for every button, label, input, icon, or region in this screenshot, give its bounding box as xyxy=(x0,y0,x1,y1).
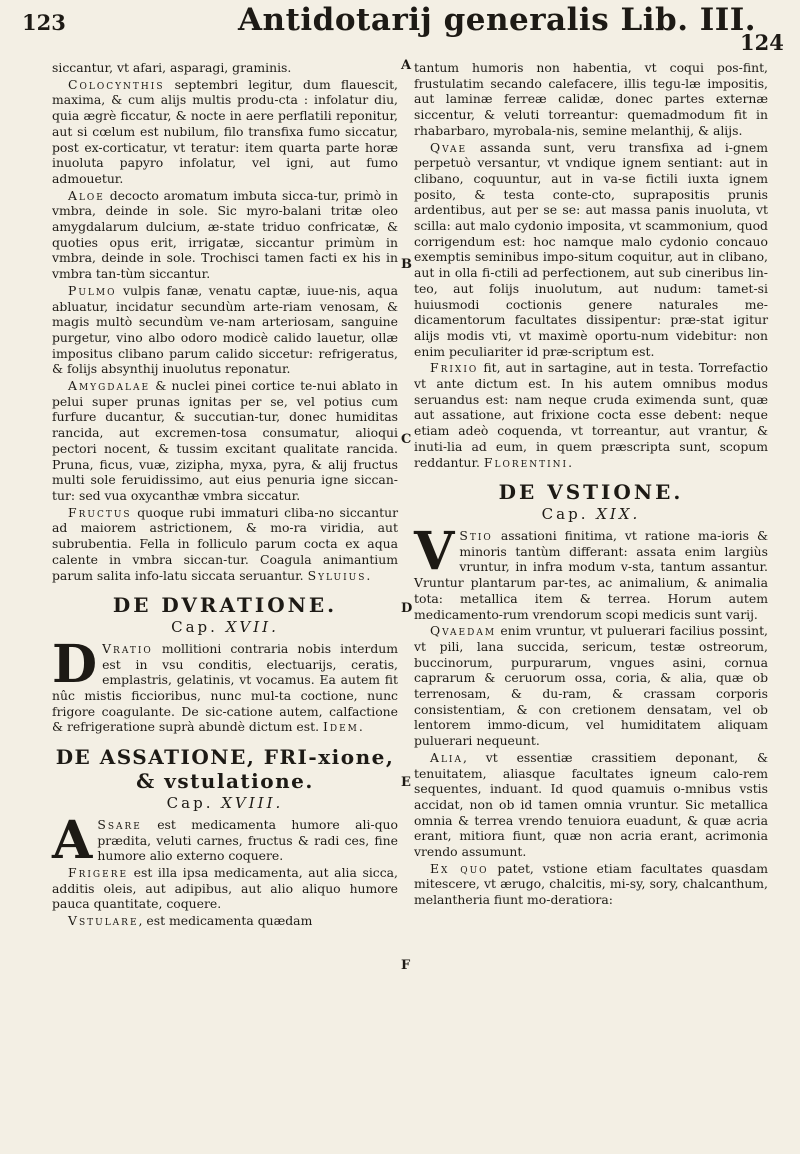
paragraph: tantum humoris non habentia, vt coqui pos-fint, frustulatim secando calefacere, illis tegu-læ impositis, aut laminæ ferreæ calidæ, donec partes externæ siccentur, & veluti torreantur: quemadmodum fit in rhabarbaro, myrobala-nis, semine melanthij, & alijs. xyxy=(414,60,768,138)
paragraph: D Vratio mollitioni contraria nobis interdum est in vsu conditis, electuarijs, ceratis, emplastris, gelatinis, vt vocamus. Ea autem fit nûc mistis ficcioribus, nunc mul-ta coctione, nunc frigore coagulante. De sic-catione autem, calfactione & refrigeratione suprà abundè dictum est. Idem. xyxy=(52,633,398,735)
author-signature: Idem. xyxy=(322,719,365,735)
section-heading: DE ASSATIONE, FRI-xione, & vstulatione. xyxy=(55,745,395,794)
paragraph: Alia, vt essentiæ crassitiem deponant, & tenuitatem, aliasque facultates igneum calo-rem sequentes, induant. Id quod quamuis o-mnibus vstis accidat, non ob id tamen omnia vruntur. Sic metallica omnia & terrea vrendo tenuiora euadunt, & quæ acria erant, mitiora fiunt, quæ non acria erant, acrimonia vrendo assumunt. xyxy=(414,749,768,860)
section-heading: DE DVRATIONE. xyxy=(112,593,338,618)
margin-letter: D xyxy=(401,601,413,616)
margin-letter: F xyxy=(401,958,411,973)
left-column xyxy=(52,60,398,930)
margin-letter: E xyxy=(401,775,411,790)
chapter-label: Cap. XVIII. xyxy=(166,794,284,813)
page-number-left: 123 xyxy=(22,10,66,35)
chapter-label: Cap. XVII. xyxy=(171,618,279,637)
section-heading: DE VSTIONE. xyxy=(498,480,684,505)
chapter-label: Cap. XIX. xyxy=(541,505,641,524)
paragraph: Amygdalae & nuclei pinei cortice te-nui ablato in pelui super prunas ignitas per se, vel potius cum furfure ducantur, & succutian-tur, donec humiditas rancida, aut excremen-tosa consumatur, alioqui pectori nocent, & tussim excitant qualitate rancida. Pruna, ficus, vuæ, zizipha, myxa, pyra, & alij fructus multi sole feruidissimo, aut eius penuria igne siccan-tur: sed vua oxycanthæ vmbra siccatur. xyxy=(52,378,398,503)
paragraph: Vstulare, est medicamenta quædam xyxy=(68,913,313,929)
paragraph: Fructus quoque rubi immaturi cliba-no siccantur ad maiorem astrictionem, & mo-ra viridia, aut subrubentia. Fella in folliculo parum cocta ex aqua calente in vmbra siccan-tur. Coagula animantium parum salita info-latu siccata seruantur. Syluius. xyxy=(52,504,398,583)
running-title: Antidotarij generalis Lib. III. xyxy=(238,2,757,38)
margin-letter: A xyxy=(401,58,412,73)
paragraph: A Ssare est medicamenta humore ali-quo prædita, veluti carnes, fructus & radi ces, fine humore alio externo coquere. xyxy=(52,809,398,871)
author-signature: Florentini. xyxy=(483,454,575,470)
drop-cap: V xyxy=(414,520,455,582)
paragraph: Pulmo vulpis fanæ, venatu captæ, iuue-nis, aqua abluatur, incidatur secundùm arte-riam venosam, & magis multò secundùm ve-nam arteriosam, sanguine purgetur, vino albo odoro modicè calido lauetur, ollæ impositus clibano parum calido siccetur: refrigeratus, & folijs absynthij inuolutus reponatur. xyxy=(52,282,398,377)
right-column xyxy=(414,60,768,909)
paragraph: Colocynthis septembri legitur, dum flauescit, maxima, & cum alijs multis produ-cta : infolatur diu, quia ægrè ficcatur, & nocte in aere perflatili reponitur, aut si cœlum est nubilum, filo transfixa fumo siccatur, post ex-corticatur, vt teratur: item quarta parte horæ inuoluta papyro infolatur, vel igni, aut fumo admouetur. xyxy=(52,76,398,186)
paragraph: V Stio assationi finitima, vt ratione ma-ioris & minoris tantùm differant: assata enim largiùs vruntur, in infra modum v-sta, tantum assantur. Vruntur plantarum par-tes, ac animalium, & animalia tota: metallica item & terrea. Horum autem medicamento-rum vrendorum scopi medicis sunt varij. xyxy=(414,520,768,622)
margin-letter: C xyxy=(401,432,412,447)
paragraph: siccantur, vt afari, asparagi, graminis. xyxy=(52,60,292,75)
margin-letter: B xyxy=(401,257,412,272)
author-signature: Syluius. xyxy=(307,567,373,583)
paragraph: Frigere est illa ipsa medicamenta, aut alia sicca, additis oleis, aut adipibus, aut alio aliquo humore pauca quantitate, coquere. xyxy=(52,864,398,912)
drop-cap: A xyxy=(52,809,93,871)
page-number-right: 124 xyxy=(740,30,784,55)
paragraph: Aloe decocto aromatum imbuta sicca-tur, primò in vmbra, deinde in sole. Sic myro-balani tritæ oleo amygdalarum dulcium, æ-state triduo confricatæ, & quoties opus erit, irrigatæ, siccantur primùm in vmbra, deinde in sole. Trochisci tamen facti ex his in vmbra tan-tùm siccantur. xyxy=(52,187,398,282)
drop-cap: D xyxy=(52,633,98,695)
paragraph: Qvae assanda sunt, veru transfixa ad i-gnem perpetuò versantur, vt vndique ignem sentiant: aut in clibano, coquuntur, aut in va-se fictili iuxta ignem posito, & testa conte-cto, suprapositis prunis ardentibus, aut per se se: aut massa panis inuoluta, vt scilla: aut malo cydonio imposita, vt scammonium, quod corrigendum est: hoc namque malo cydonio concauo exemptis seminibus impo-situm coquitur, aut in clibano, aut in olla fi-ctili ad perfectionem, aut sub cineribus lin-teo, aut folijs inuolutum, aut nudum: tamet-si huiusmodi coctionis genere naturales me-dicamentorum facultates dissipentur: præ-stat igitur alijs modis vti, vt maximè oportu-num videbitur: non enim peculiariter id præ-scriptum est. xyxy=(414,139,768,359)
paragraph: Qvaedam enim vruntur, vt puluerari facilius possint, vt pili, lana succida, sericum, testæ ostreorum, buccinorum, purpurarum, vngues asini, cornua caprarum & ceruorum ossa, coria, & alia, quæ ob terrenosam, & du-ram, & crassam corporis consistentiam, & con cretionem densatam, vel ob lentorem immo-dicum, vel humiditatem aliquam puluerari nequeunt. xyxy=(414,623,768,749)
paragraph: Ex quo patet, vstione etiam facultates quasdam mitescere, vt ærugo, chalcitis, mi-sy, sory, chalcanthum, melantheria fiunt mo-deratiora: xyxy=(414,860,768,908)
paragraph: Frixio fit, aut in sartagine, aut in testa. Torrefactio vt ante dictum est. In his autem omnibus modus seruandus est: nam neque cruda eximenda sunt, quæ aut assatione, aut frixione cocta esse debent: neque etiam adeò coquenda, vt torreantur, aut vrantur, & inuti-lia ad eum, in quem præscripta sunt, scopum reddantur. Florentini. xyxy=(414,360,768,470)
